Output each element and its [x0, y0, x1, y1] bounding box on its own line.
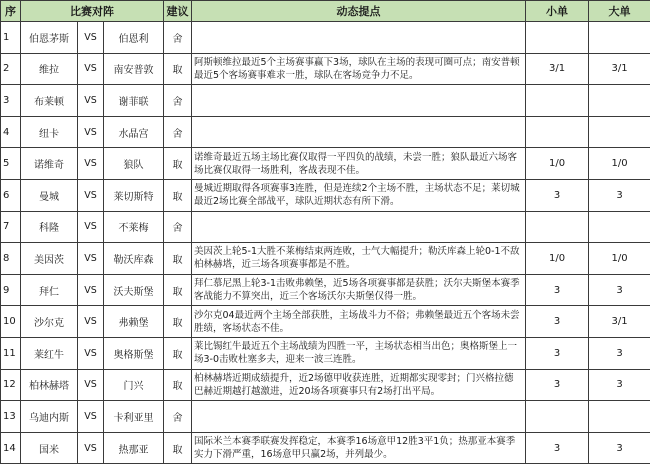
table-row — [1, 85, 650, 117]
table-row — [1, 274, 650, 306]
recommendation: 取 — [164, 306, 192, 338]
recommendation: 舍 — [164, 85, 192, 117]
small-bet: 3 — [526, 337, 589, 369]
home-team: 柏林赫塔 — [21, 369, 78, 401]
analysis-note — [192, 85, 526, 117]
recommendation: 取 — [164, 274, 192, 306]
small-bet: 3 — [526, 179, 589, 211]
table-row — [1, 243, 650, 275]
away-team: 勒沃库森 — [104, 243, 164, 275]
table-row — [1, 432, 650, 464]
table-row — [1, 211, 650, 243]
analysis-note — [192, 401, 526, 433]
vs-label: VS — [78, 369, 104, 401]
big-bet — [589, 85, 650, 117]
row-number: 8 — [1, 243, 21, 275]
row-number: 1 — [1, 22, 21, 54]
recommendation: 取 — [164, 337, 192, 369]
row-number: 5 — [1, 148, 21, 180]
analysis-note: 国际米兰本赛季联赛发挥稳定，本赛季16场意甲12胜3平1负；热那亚本赛季实力下滑严重，16场意甲只赢2场，并列最少。 — [192, 432, 526, 464]
big-bet: 3/1 — [589, 306, 650, 338]
away-team: 弗赖堡 — [104, 306, 164, 338]
recommendation: 舍 — [164, 116, 192, 148]
table-row — [1, 53, 650, 85]
row-number: 6 — [1, 179, 21, 211]
header-recommendation: 建议 — [164, 1, 192, 22]
away-team: 伯恩利 — [104, 22, 164, 54]
big-bet: 3 — [589, 274, 650, 306]
away-team: 热那亚 — [104, 432, 164, 464]
table-row — [1, 116, 650, 148]
vs-label: VS — [78, 306, 104, 338]
row-number: 7 — [1, 211, 21, 243]
recommendation: 舍 — [164, 211, 192, 243]
recommendation: 舍 — [164, 22, 192, 54]
small-bet: 3/1 — [526, 53, 589, 85]
vs-label: VS — [78, 116, 104, 148]
analysis-note: 曼城近期取得各项赛事3连胜，但是连续2个主场不胜，主场状态不足；莱切城最近2场比赛全部战平，球队近期状态有所下滑。 — [192, 179, 526, 211]
row-number: 12 — [1, 369, 21, 401]
small-bet — [526, 116, 589, 148]
header-big: 大单 — [589, 1, 650, 22]
home-team: 维拉 — [21, 53, 78, 85]
small-bet — [526, 211, 589, 243]
analysis-note: 莱比锡红牛最近五个主场战绩为四胜一平，主场状态相当出色；奥格斯堡上一场3-0击败杜塞多夫，迎来一波三连胜。 — [192, 337, 526, 369]
table-row — [1, 306, 650, 338]
small-bet — [526, 401, 589, 433]
vs-label: VS — [78, 401, 104, 433]
small-bet — [526, 22, 589, 54]
analysis-note: 阿斯顿维拉最近5个主场赛事赢下3场，球队在主场的表现可圈可点；南安普顿最近5个客场赛事难求一胜，球队在客场竞争力不足。 — [192, 53, 526, 85]
recommendation: 取 — [164, 243, 192, 275]
table-row — [1, 369, 650, 401]
away-team: 奥格斯堡 — [104, 337, 164, 369]
analysis-note — [192, 22, 526, 54]
table-row — [1, 337, 650, 369]
recommendation: 取 — [164, 148, 192, 180]
analysis-note — [192, 116, 526, 148]
header-notes: 动态提点 — [192, 1, 526, 22]
small-bet: 1/0 — [526, 148, 589, 180]
home-team: 乌迪内斯 — [21, 401, 78, 433]
header-num: 序 — [1, 1, 21, 22]
home-team: 布莱顿 — [21, 85, 78, 117]
vs-label: VS — [78, 432, 104, 464]
header-small: 小单 — [526, 1, 589, 22]
vs-label: VS — [78, 179, 104, 211]
home-team: 拜仁 — [21, 274, 78, 306]
analysis-note — [192, 211, 526, 243]
big-bet: 3/1 — [589, 53, 650, 85]
away-team: 水晶宫 — [104, 116, 164, 148]
table-row — [1, 401, 650, 433]
big-bet: 3 — [589, 432, 650, 464]
vs-label: VS — [78, 243, 104, 275]
away-team: 沃夫斯堡 — [104, 274, 164, 306]
big-bet: 1/0 — [589, 243, 650, 275]
vs-label: VS — [78, 211, 104, 243]
header-matchup: 比赛对阵 — [21, 1, 164, 22]
home-team: 莱红牛 — [21, 337, 78, 369]
analysis-note: 诺维奇最近五场主场比赛仅取得一平四负的战绩，未尝一胜；狼队最近六场客场比赛仅取得一场胜利，客战表现不佳。 — [192, 148, 526, 180]
big-bet — [589, 211, 650, 243]
table-row — [1, 179, 650, 211]
home-team: 伯恩茅斯 — [21, 22, 78, 54]
big-bet — [589, 401, 650, 433]
vs-label: VS — [78, 53, 104, 85]
vs-label: VS — [78, 85, 104, 117]
small-bet: 3 — [526, 306, 589, 338]
row-number: 10 — [1, 306, 21, 338]
home-team: 诺维奇 — [21, 148, 78, 180]
small-bet — [526, 85, 589, 117]
vs-label: VS — [78, 337, 104, 369]
away-team: 南安普敦 — [104, 53, 164, 85]
analysis-note: 柏林赫塔近期成绩提升，近2场德甲收获连胜，近期都实现零封；门兴格拉德巴赫近期越打越激进，近20场各项赛事只有2场打出平局。 — [192, 369, 526, 401]
row-number: 13 — [1, 401, 21, 433]
row-number: 14 — [1, 432, 21, 464]
big-bet: 3 — [589, 337, 650, 369]
away-team: 狼队 — [104, 148, 164, 180]
row-number: 2 — [1, 53, 21, 85]
away-team: 不莱梅 — [104, 211, 164, 243]
big-bet: 3 — [589, 369, 650, 401]
home-team: 纽卡 — [21, 116, 78, 148]
small-bet: 3 — [526, 432, 589, 464]
recommendation: 取 — [164, 179, 192, 211]
big-bet — [589, 116, 650, 148]
small-bet: 1/0 — [526, 243, 589, 275]
row-number: 11 — [1, 337, 21, 369]
vs-label: VS — [78, 148, 104, 180]
recommendation: 取 — [164, 369, 192, 401]
big-bet — [589, 22, 650, 54]
away-team: 谢菲联 — [104, 85, 164, 117]
vs-label: VS — [78, 274, 104, 306]
small-bet: 3 — [526, 274, 589, 306]
table-row — [1, 22, 650, 54]
away-team: 卡利亚里 — [104, 401, 164, 433]
recommendation: 取 — [164, 53, 192, 85]
away-team: 门兴 — [104, 369, 164, 401]
big-bet: 3 — [589, 179, 650, 211]
table-row — [1, 148, 650, 180]
home-team: 沙尔克 — [21, 306, 78, 338]
row-number: 3 — [1, 85, 21, 117]
analysis-note: 美因茨上轮5-1大胜不莱梅结束两连败，士气大幅提升；勒沃库森上轮0-1不敌柏林赫塔，近三场各项赛事都是不胜。 — [192, 243, 526, 275]
analysis-note: 沙尔克04最近两个主场全部获胜，主场战斗力不俗；弗赖堡最近五个客场未尝胜绩，客场状态不佳。 — [192, 306, 526, 338]
home-team: 美因茨 — [21, 243, 78, 275]
recommendation: 取 — [164, 432, 192, 464]
header-row — [1, 1, 650, 22]
big-bet: 1/0 — [589, 148, 650, 180]
analysis-note: 拜仁慕尼黑上轮3-1击败弗赖堡，近5场各项赛事都是获胜；沃尔夫斯堡本赛季客战能力不算突出，近三个客场沃尔夫斯堡仅得一胜。 — [192, 274, 526, 306]
vs-label: VS — [78, 22, 104, 54]
away-team: 莱切斯特 — [104, 179, 164, 211]
row-number: 9 — [1, 274, 21, 306]
home-team: 国米 — [21, 432, 78, 464]
home-team: 科隆 — [21, 211, 78, 243]
row-number: 4 — [1, 116, 21, 148]
home-team: 曼城 — [21, 179, 78, 211]
recommendation: 舍 — [164, 401, 192, 433]
small-bet: 3 — [526, 369, 589, 401]
